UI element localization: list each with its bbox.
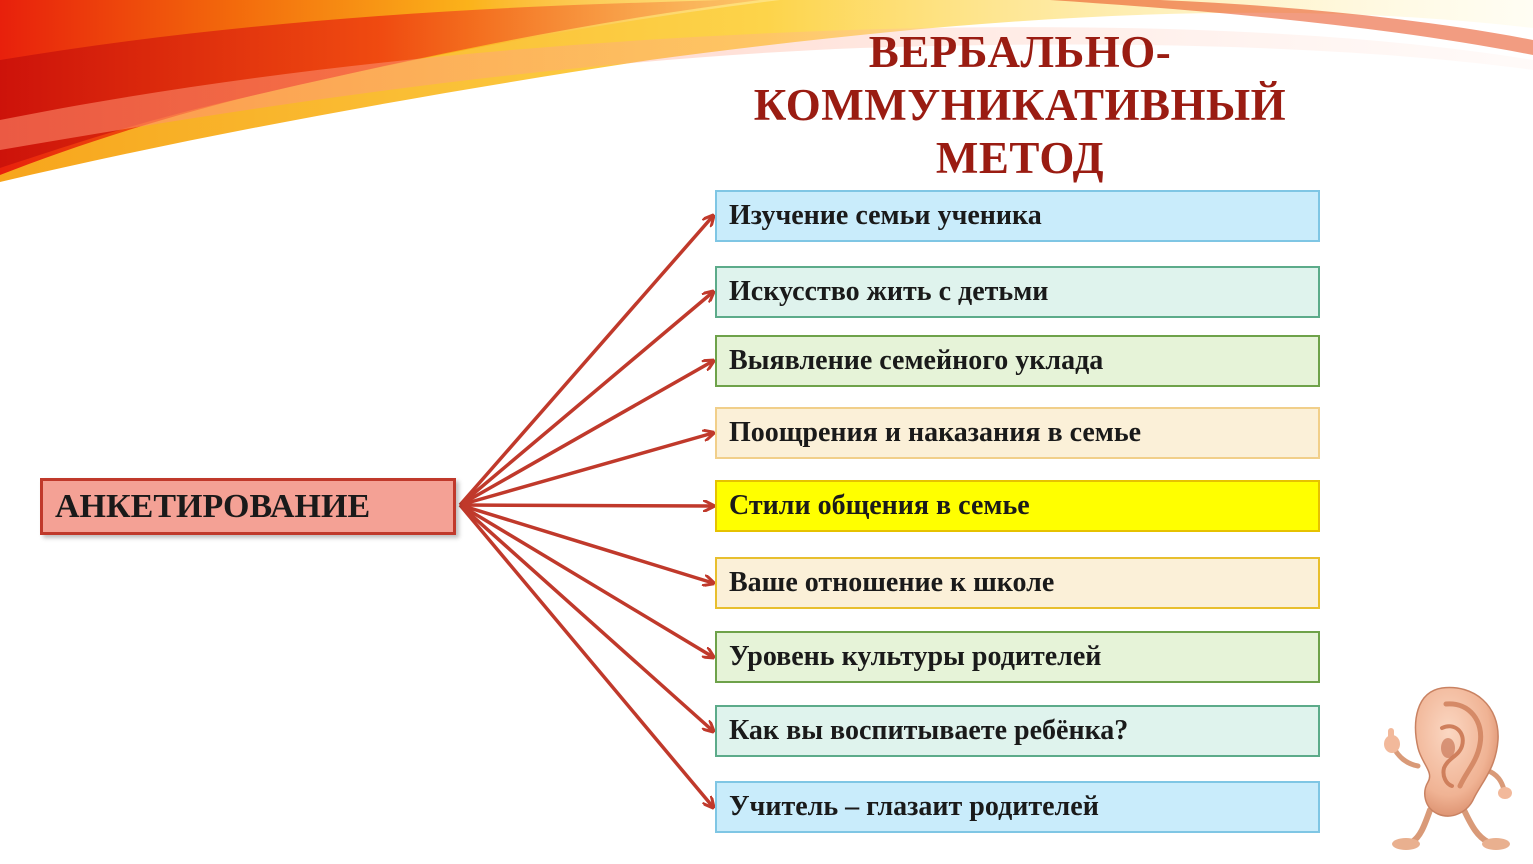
arrow-1 (460, 216, 713, 505)
arrow-7 (460, 505, 713, 657)
arrow-9 (460, 505, 713, 807)
topic-label: Ваше отношение к школе (729, 567, 1055, 598)
arrow-4 (460, 433, 713, 505)
topic-box-8 (715, 705, 1320, 757)
topic-label: Учитель – глазаит родителей (729, 791, 1099, 822)
topic-box-4 (715, 407, 1320, 459)
topic-box-2 (715, 266, 1320, 318)
title-line-3: МЕТОД (935, 133, 1105, 183)
arrow-2 (460, 292, 713, 505)
topic-box-6 (715, 557, 1320, 609)
title-line-1: ВЕРБАЛЬНО- (868, 27, 1172, 77)
topic-label: Выявление семейного уклада (729, 345, 1104, 376)
arrow-6 (460, 505, 713, 583)
arrow-5 (460, 505, 713, 506)
topic-box-1 (715, 190, 1320, 242)
topic-label: Изучение семьи ученика (729, 200, 1042, 231)
topic-box-5 (715, 480, 1320, 532)
title-line-2: КОММУНИКАТИВНЫЙ (753, 80, 1287, 130)
topic-label: Искусство жить с детьми (729, 276, 1049, 307)
arrow-3 (460, 361, 713, 505)
topic-label: Как вы воспитываете ребёнка? (729, 715, 1129, 746)
ear-mascot-icon (1382, 682, 1522, 854)
topic-label: Уровень культуры родителей (729, 641, 1102, 672)
topic-box-7 (715, 631, 1320, 683)
topic-label: Стили общения в семье (729, 490, 1030, 521)
source-node (40, 478, 456, 535)
topic-label: Поощрения и наказания в семье (729, 417, 1142, 448)
topic-box-9 (715, 781, 1320, 833)
source-label: АНКЕТИРОВАНИЕ (55, 487, 371, 525)
topic-box-3 (715, 335, 1320, 387)
arrow-8 (460, 505, 713, 731)
